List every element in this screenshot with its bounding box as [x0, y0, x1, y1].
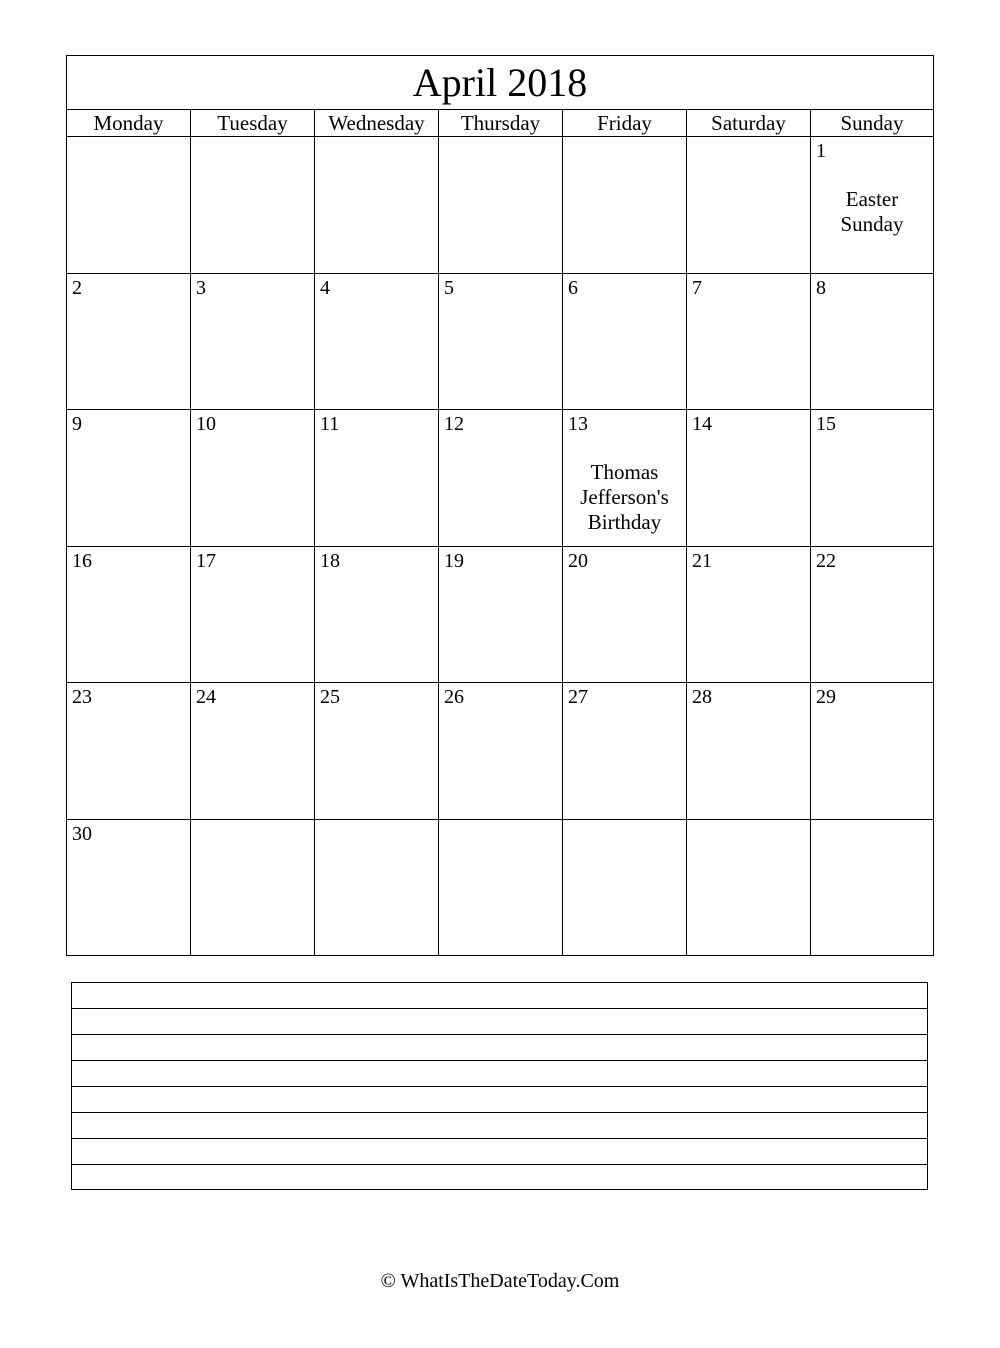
- day-number: 10: [196, 413, 216, 435]
- day-cell-6[interactable]: [563, 274, 687, 410]
- day-number: 7: [692, 277, 702, 299]
- day-cell-27[interactable]: [563, 683, 687, 820]
- day-number: 3: [196, 277, 206, 299]
- day-cell-11[interactable]: [315, 410, 439, 547]
- day-cell-10[interactable]: [191, 410, 315, 547]
- day-number: 28: [692, 686, 712, 708]
- day-number: 18: [320, 550, 340, 572]
- day-cell-29[interactable]: [811, 683, 933, 820]
- day-cell-28[interactable]: [687, 683, 811, 820]
- day-number: 11: [320, 413, 340, 435]
- day-cell-19[interactable]: [439, 547, 563, 683]
- day-number: 25: [320, 686, 340, 708]
- day-number: 29: [816, 686, 836, 708]
- day-number: 15: [816, 413, 836, 435]
- weekday-wednesday: Wednesday: [315, 110, 439, 136]
- calendar-grid: [67, 137, 933, 955]
- empty-day-cell[interactable]: [315, 137, 439, 274]
- note-line: [72, 1086, 927, 1087]
- day-cell-24[interactable]: [191, 683, 315, 820]
- weekday-header-row: [67, 110, 933, 137]
- weekday-thursday: Thursday: [439, 110, 563, 136]
- note-line: [72, 1034, 927, 1035]
- day-number: 14: [692, 413, 712, 435]
- weekday-sunday: Sunday: [840, 111, 904, 135]
- day-number: 4: [320, 277, 330, 299]
- empty-day-cell[interactable]: [191, 820, 315, 956]
- day-number: 23: [72, 686, 92, 708]
- empty-day-cell[interactable]: [811, 820, 933, 956]
- day-number: 30: [72, 823, 92, 845]
- calendar-title: April 2018: [67, 56, 933, 110]
- day-cell-20[interactable]: [563, 547, 687, 683]
- footer-copyright: © WhatIsTheDateToday.Com: [380, 1270, 620, 1292]
- note-line: [72, 1008, 927, 1009]
- day-number: 1: [816, 140, 826, 162]
- day-cell-26[interactable]: [439, 683, 563, 820]
- day-cell-15[interactable]: [811, 410, 933, 547]
- day-number: 27: [568, 686, 588, 708]
- empty-day-cell[interactable]: [191, 137, 315, 274]
- day-number: 22: [816, 550, 836, 572]
- weekday-monday: Monday: [67, 110, 191, 136]
- holiday-label: Thomas Jefferson's Birthday: [580, 460, 669, 534]
- day-cell-9[interactable]: [67, 410, 191, 547]
- day-number: 19: [444, 550, 464, 572]
- note-line: [72, 1138, 927, 1139]
- day-cell-23[interactable]: [67, 683, 191, 820]
- day-cell-7[interactable]: [687, 274, 811, 410]
- day-cell-25[interactable]: [315, 683, 439, 820]
- weekday-saturday: Saturday: [687, 110, 811, 136]
- day-number: 26: [444, 686, 464, 708]
- empty-day-cell[interactable]: [687, 137, 811, 274]
- day-cell-2[interactable]: [67, 274, 191, 410]
- empty-day-cell[interactable]: [67, 137, 191, 274]
- day-cell-22[interactable]: [811, 547, 933, 683]
- empty-day-cell[interactable]: [439, 137, 563, 274]
- note-line: [72, 1060, 927, 1061]
- day-cell-5[interactable]: [439, 274, 563, 410]
- day-cell-12[interactable]: [439, 410, 563, 547]
- day-cell-17[interactable]: [191, 547, 315, 683]
- day-number: 13: [568, 413, 588, 435]
- day-number: 24: [196, 686, 216, 708]
- day-number: 6: [568, 277, 578, 299]
- empty-day-cell[interactable]: [687, 820, 811, 956]
- day-number: 12: [444, 413, 464, 435]
- day-cell-8[interactable]: [811, 274, 933, 410]
- empty-day-cell[interactable]: [315, 820, 439, 956]
- day-number: 8: [816, 277, 826, 299]
- day-cell-13[interactable]: [563, 410, 687, 547]
- day-cell-14[interactable]: [687, 410, 811, 547]
- day-number: 21: [692, 550, 712, 572]
- notes-area[interactable]: [71, 982, 928, 1190]
- weekday-friday: Friday: [563, 110, 687, 136]
- note-line: [72, 1112, 927, 1113]
- empty-day-cell[interactable]: [563, 820, 687, 956]
- day-cell-4[interactable]: [315, 274, 439, 410]
- day-cell-1[interactable]: [811, 137, 933, 274]
- day-number: 9: [72, 413, 82, 435]
- calendar: [66, 55, 934, 956]
- day-cell-21[interactable]: [687, 547, 811, 683]
- day-number: 20: [568, 550, 588, 572]
- day-cell-18[interactable]: [315, 547, 439, 683]
- day-number: 16: [72, 550, 92, 572]
- empty-day-cell[interactable]: [563, 137, 687, 274]
- day-cell-16[interactable]: [67, 547, 191, 683]
- day-cell-30[interactable]: [67, 820, 191, 956]
- empty-day-cell[interactable]: [439, 820, 563, 956]
- note-line: [72, 1164, 927, 1165]
- day-cell-3[interactable]: [191, 274, 315, 410]
- holiday-label: Easter Sunday: [840, 187, 904, 236]
- day-number: 2: [72, 277, 82, 299]
- weekday-tuesday: Tuesday: [191, 110, 315, 136]
- day-number: 17: [196, 550, 216, 572]
- day-number: 5: [444, 277, 454, 299]
